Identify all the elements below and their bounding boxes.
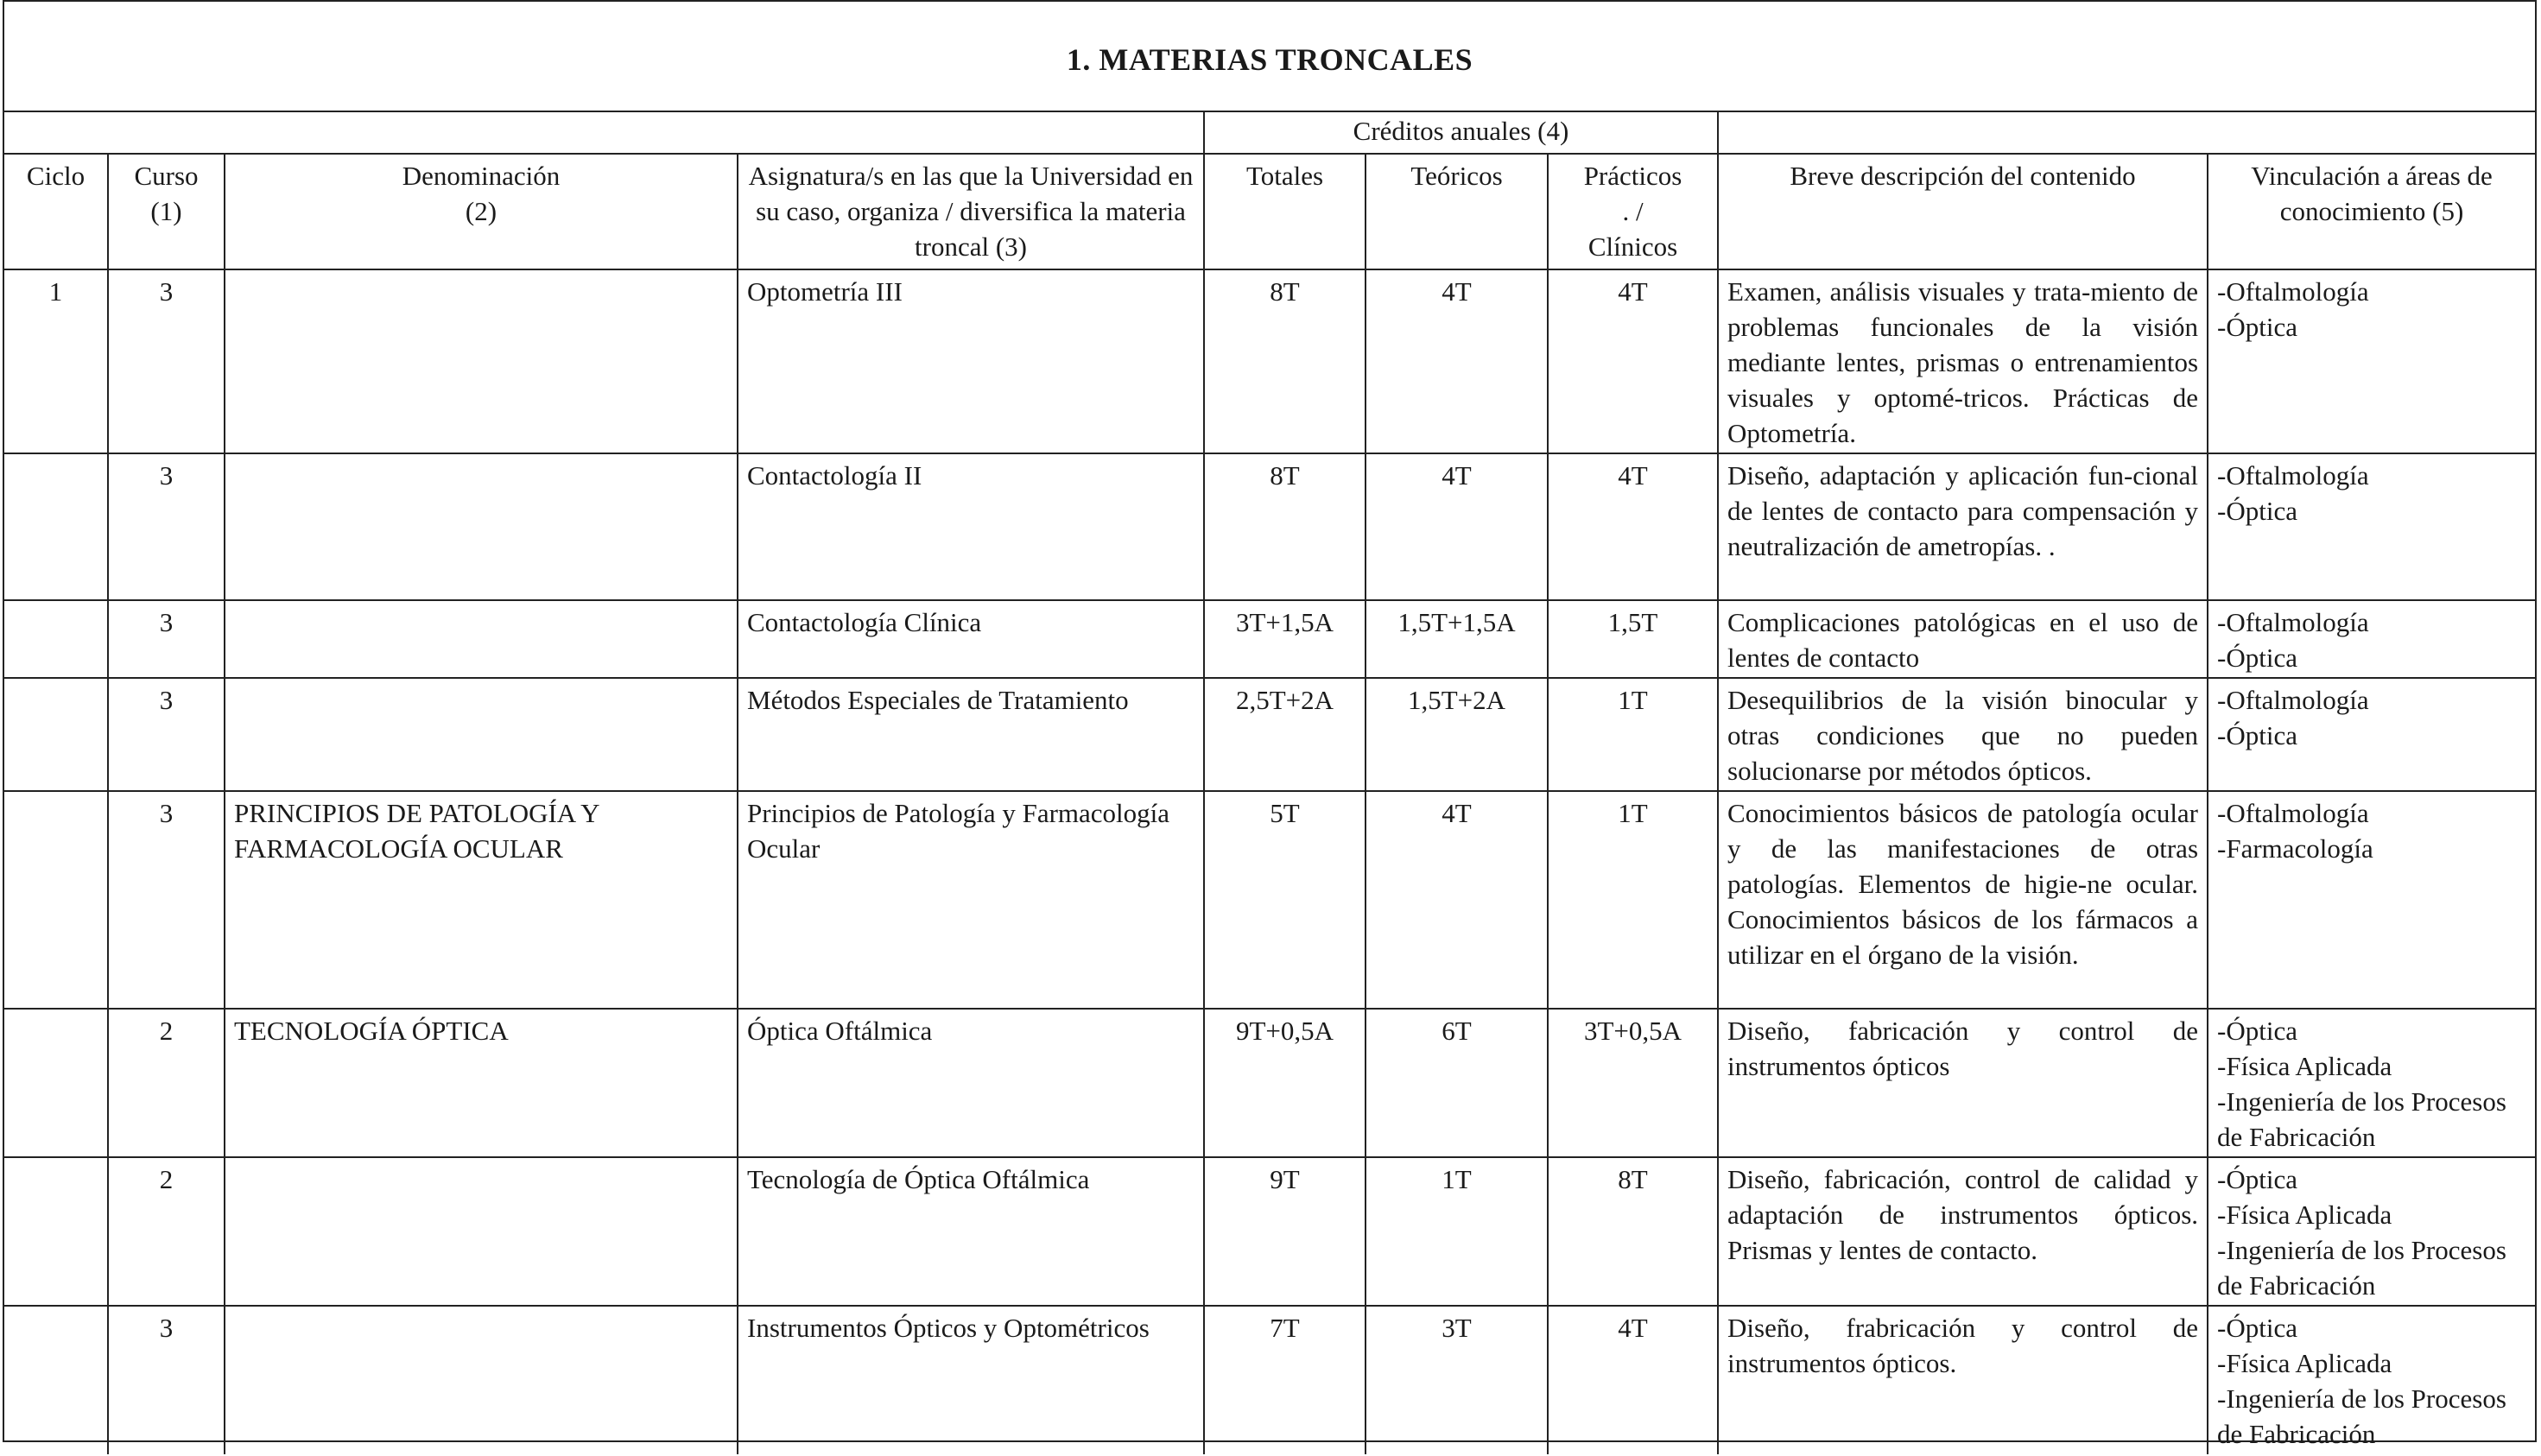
cell-teoricos: 6T	[1366, 1009, 1548, 1157]
header-asignatura: Asignatura/s en las que la Universidad en su caso, organiza / diversifica la materia troncal (3)	[738, 154, 1204, 269]
header-practicos: Prácticos . / Clínicos	[1548, 154, 1718, 269]
cell-asignatura: Instrumentos Ópticos y Optométricos	[738, 1306, 1204, 1454]
cell-ciclo	[4, 453, 108, 600]
cell-totales: 2,5T+2A	[1204, 678, 1366, 791]
header-creditos-group: Créditos anuales (4)	[1204, 112, 1718, 154]
cell-descripcion: Examen, análisis visuales y trata-miento de problemas funcionales de la visión mediante lentes, prismas o entrenamientos visuales y optomé-tricos. Prácticas de Optometría.	[1718, 269, 2208, 453]
cell-practicos: 4T	[1548, 1306, 1718, 1454]
cell-totales: 9T	[1204, 1157, 1366, 1306]
cell-teoricos: 3T	[1366, 1306, 1548, 1454]
cell-totales: 9T+0,5A	[1204, 1009, 1366, 1157]
materias-table	[4, 112, 2535, 1454]
cell-curso: 2	[108, 1009, 225, 1157]
cell-denominacion	[225, 1157, 738, 1306]
cell-vinculacion: -Oftalmología -Óptica	[2208, 600, 2535, 678]
cell-curso: 3	[108, 453, 225, 600]
cell-totales: 5T	[1204, 791, 1366, 1009]
title-box	[4, 2, 2535, 112]
cell-teoricos: 4T	[1366, 269, 1548, 453]
cell-ciclo	[4, 791, 108, 1009]
cell-practicos: 1,5T	[1548, 600, 1718, 678]
cell-asignatura: Contactología Clínica	[738, 600, 1204, 678]
cell-vinculacion: -Oftalmología -Óptica	[2208, 269, 2535, 453]
cell-asignatura: Tecnología de Óptica Oftálmica	[738, 1157, 1204, 1306]
cell-asignatura: Optometría III	[738, 269, 1204, 453]
cell-curso: 2	[108, 1157, 225, 1306]
cell-ciclo: 1	[4, 269, 108, 453]
cell-denominacion	[225, 678, 738, 791]
cell-asignatura: Principios de Patología y Farmacología Ocular	[738, 791, 1204, 1009]
cell-asignatura: Contactología II	[738, 453, 1204, 600]
cell-descripcion: Diseño, adaptación y aplicación fun-cional de lentes de contacto para compensación y neutralización de ametropías. .	[1718, 453, 2208, 600]
table-row	[4, 600, 2535, 678]
header-blank	[4, 112, 1204, 154]
cell-denominacion	[225, 1306, 738, 1454]
cell-vinculacion: -Oftalmología -Óptica	[2208, 453, 2535, 600]
cell-denominacion	[225, 453, 738, 600]
cell-teoricos: 1T	[1366, 1157, 1548, 1306]
cell-practicos: 4T	[1548, 269, 1718, 453]
cell-curso: 3	[108, 678, 225, 791]
header-denominacion: Denominación (2)	[225, 154, 738, 269]
document-sheet	[3, 0, 2537, 1449]
table-row	[4, 1009, 2535, 1157]
cell-ciclo	[4, 1306, 108, 1454]
table-row	[4, 678, 2535, 791]
cell-descripcion: Complicaciones patológicas en el uso de lentes de contacto	[1718, 600, 2208, 678]
cell-denominacion: TECNOLOGÍA ÓPTICA	[225, 1009, 738, 1157]
cell-curso: 3	[108, 269, 225, 453]
cell-totales: 3T+1,5A	[1204, 600, 1366, 678]
cell-teoricos: 1,5T+2A	[1366, 678, 1548, 791]
cell-vinculacion: -Oftalmología -Farmacología	[2208, 791, 2535, 1009]
cell-descripcion: Conocimientos básicos de patología ocular y de las manifestaciones de otras patologías. Elementos de higie-ne ocular. Conocimientos básicos de los fármacos a utilizar en el órgano de la visión.	[1718, 791, 2208, 1009]
cell-practicos: 3T+0,5A	[1548, 1009, 1718, 1157]
cell-ciclo	[4, 678, 108, 791]
header-row	[4, 154, 2535, 269]
cell-descripcion: Diseño, fabricación, control de calidad y adaptación de instrumentos ópticos. Prismas y lentes de contacto.	[1718, 1157, 2208, 1306]
header-ciclo: Ciclo	[4, 154, 108, 269]
cell-asignatura: Óptica Oftálmica	[738, 1009, 1204, 1157]
cell-curso: 3	[108, 1306, 225, 1454]
cell-vinculacion: -Óptica -Física Aplicada -Ingeniería de los Procesos de Fabricación	[2208, 1009, 2535, 1157]
table-row	[4, 453, 2535, 600]
header-teoricos: Teóricos	[1366, 154, 1548, 269]
table-row	[4, 1157, 2535, 1306]
table-row	[4, 791, 2535, 1009]
cell-ciclo	[4, 600, 108, 678]
cell-vinculacion: -Óptica -Física Aplicada -Ingeniería de los Procesos de Fabricación	[2208, 1157, 2535, 1306]
cell-denominacion	[225, 600, 738, 678]
page-title: 1. MATERIAS TRONCALES	[1066, 42, 1473, 77]
cell-vinculacion: -Oftalmología -Óptica	[2208, 678, 2535, 791]
cell-denominacion	[225, 269, 738, 453]
cell-denominacion: PRINCIPIOS DE PATOLOGÍA Y FARMACOLOGÍA OCULAR	[225, 791, 738, 1009]
cell-ciclo	[4, 1157, 108, 1306]
cell-totales: 7T	[1204, 1306, 1366, 1454]
cell-curso: 3	[108, 600, 225, 678]
cell-totales: 8T	[1204, 269, 1366, 453]
header-blank-right	[1718, 112, 2535, 154]
header-curso: Curso (1)	[108, 154, 225, 269]
table-row	[4, 269, 2535, 453]
table-row	[4, 1306, 2535, 1454]
cell-totales: 8T	[1204, 453, 1366, 600]
cell-practicos: 1T	[1548, 678, 1718, 791]
cell-teoricos: 4T	[1366, 453, 1548, 600]
cell-descripcion: Diseño, frabricación y control de instrumentos ópticos.	[1718, 1306, 2208, 1454]
cell-curso: 3	[108, 791, 225, 1009]
cell-descripcion: Desequilibrios de la visión binocular y otras condiciones que no pueden solucionarse por métodos ópticos.	[1718, 678, 2208, 791]
cell-practicos: 4T	[1548, 453, 1718, 600]
cell-vinculacion: -Óptica -Física Aplicada -Ingeniería de los Procesos de Fabricación	[2208, 1306, 2535, 1454]
cell-practicos: 1T	[1548, 791, 1718, 1009]
header-descripcion: Breve descripción del contenido	[1718, 154, 2208, 269]
cell-asignatura: Métodos Especiales de Tratamiento	[738, 678, 1204, 791]
cell-descripcion: Diseño, fabricación y control de instrumentos ópticos	[1718, 1009, 2208, 1157]
cell-practicos: 8T	[1548, 1157, 1718, 1306]
cell-teoricos: 1,5T+1,5A	[1366, 600, 1548, 678]
header-vinculacion: Vinculación a áreas de conocimiento (5)	[2208, 154, 2535, 269]
cell-teoricos: 4T	[1366, 791, 1548, 1009]
header-group-row	[4, 112, 2535, 154]
cell-ciclo	[4, 1009, 108, 1157]
header-totales: Totales	[1204, 154, 1366, 269]
